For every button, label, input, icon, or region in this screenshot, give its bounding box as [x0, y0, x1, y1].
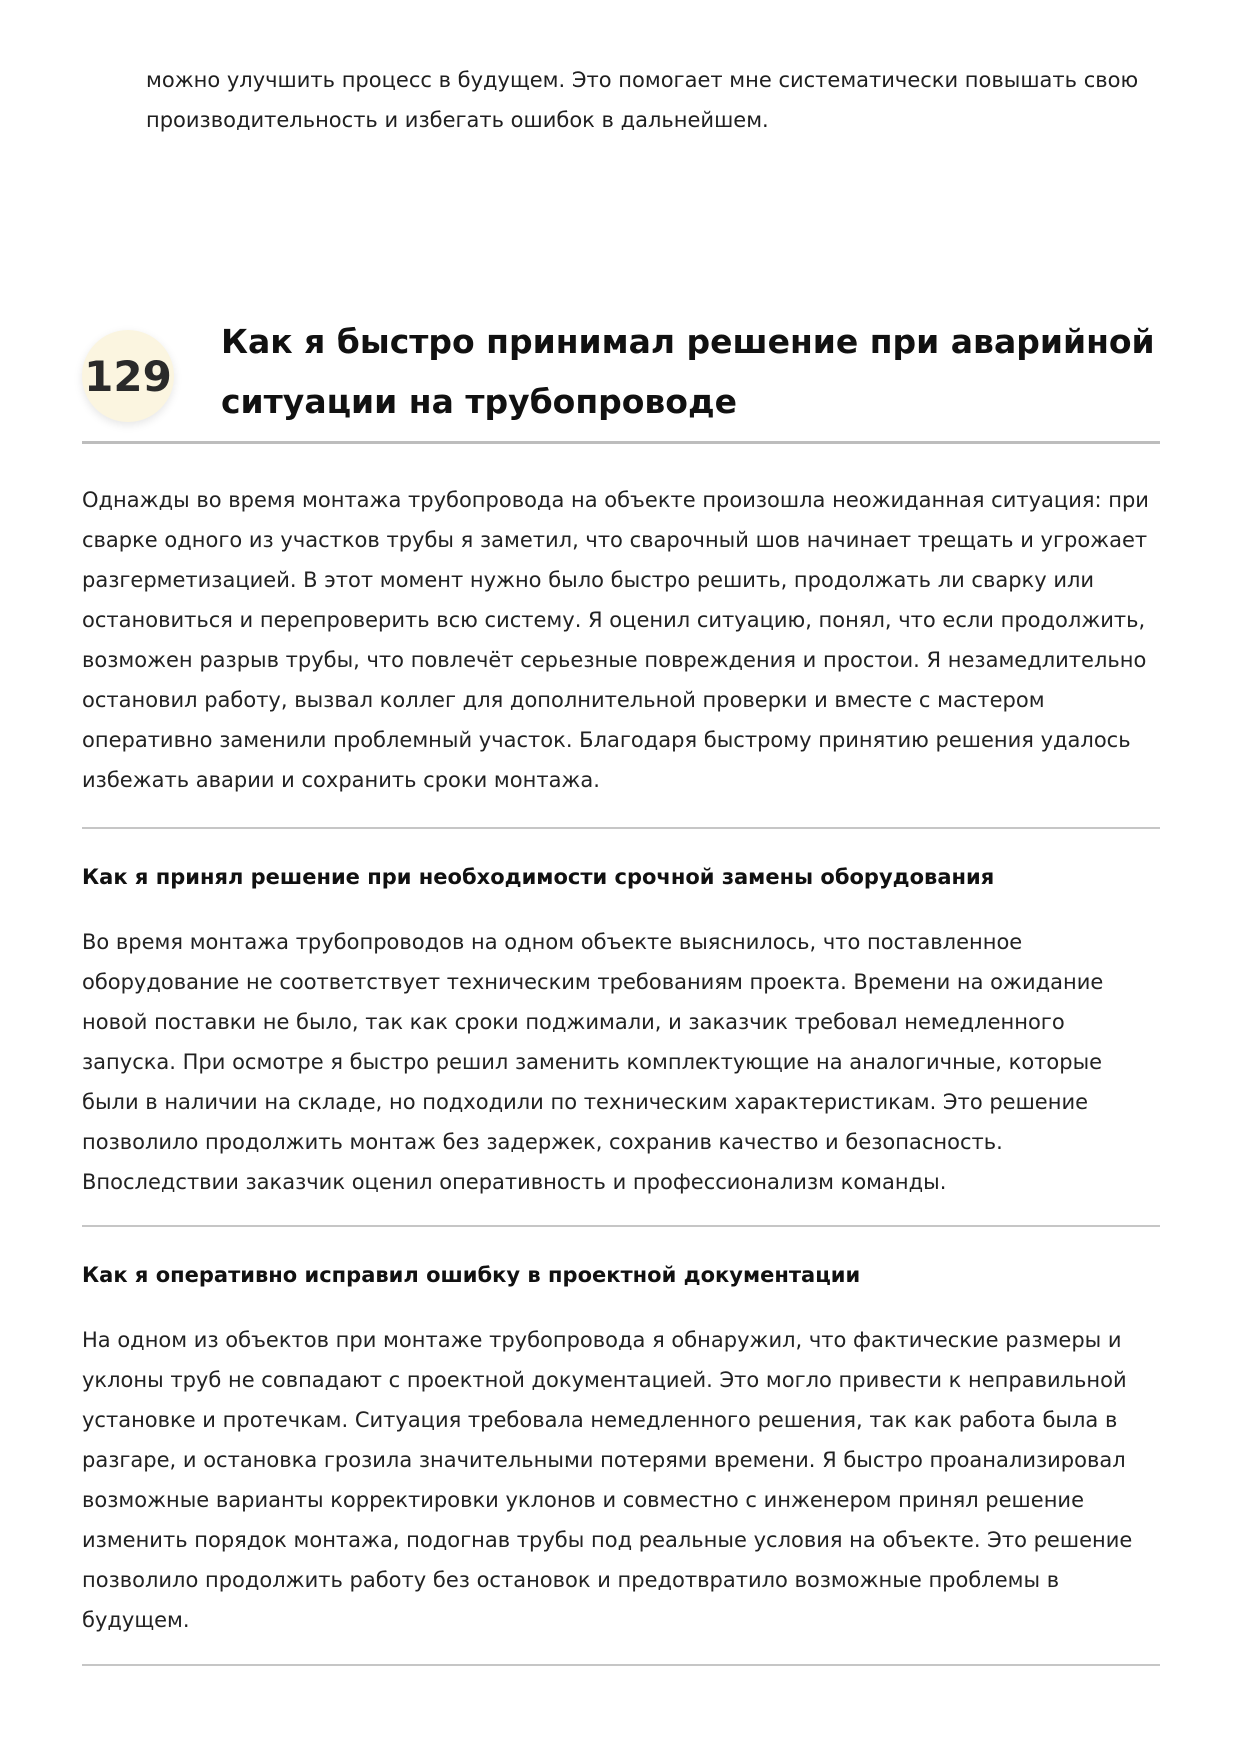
chapter-body-paragraph: Однажды во время монтажа трубопровода на объекте произошла неожиданная ситуация: при сварке одного из участков трубы я заметил, что сварочный шов начинает трещать и угрожает разгерметизацией. В этот момент нужно было быстро решить, продолжать ли сварку или остановиться и перепроверить всю систему. Я оценил ситуацию, понял, что если продолжить, возможен разрыв трубы, что повлечёт серьезные повреждения и простои. Я незамедлительно остановил работу, вызвал коллег для дополнительной проверки и вместе с мастером оперативно заменили проблемный участок. Благодаря быстрому принятию решения удалось избежать аварии и сохранить сроки монтажа. [82, 488, 1149, 792]
section-heading-equipment: Как я принял решение при необходимости срочной замены оборудования [82, 865, 995, 889]
chapter-number-badge: 129 [82, 330, 174, 422]
section-body-equipment: Во время монтажа трубопроводов на одном объекте выяснилось, что поставленное оборудование не соответствует техническим требованиям проекта. Времени на ожидание новой поставки не было, так как сроки поджимали, и заказчик требовал немедленного запуска. При осмотре я быстро решил заменить комплектующие на аналогичные, которые были в наличии на складе, но подходили по техническим характеристикам. Это решение позволило продолжить монтаж без задержек, сохранив качество и безопасность. Впоследствии заказчик оценил оперативность и профессионализм команды. [82, 930, 1104, 1194]
section-divider [82, 827, 1160, 829]
section-divider [82, 1225, 1160, 1227]
section-body-documentation: На одном из объектов при монтаже трубопровода я обнаружил, что фактические размеры и уклоны труб не совпадают с проектной документацией. Это могло привести к неправильной установке и протечкам. Ситуация требовала немедленного решения, так как работа была в разгаре, и остановка грозила значительными потерями времени. Я быстро проанализировал возможные варианты корректировки уклонов и совместно с инженером принял решение изменить порядок монтажа, подогнав трубы под реальные условия на объекте. Это решение позволило продолжить работу без остановок и предотвратило возможные проблемы в будущем. [82, 1328, 1133, 1632]
intro-paragraph: можно улучшить процесс в будущем. Это помогает мне систематически повышать свою производительность и избегать ошибок в дальнейшем. [146, 68, 1139, 132]
chapter-header [82, 312, 1160, 445]
section-heading-documentation: Как я оперативно исправил ошибку в проектной документации [82, 1263, 861, 1287]
section-divider [82, 1664, 1160, 1666]
chapter-title-divider [82, 441, 1160, 444]
chapter-title: Как я быстро принимал решение при аварийной ситуации на трубопроводе [221, 322, 1155, 421]
